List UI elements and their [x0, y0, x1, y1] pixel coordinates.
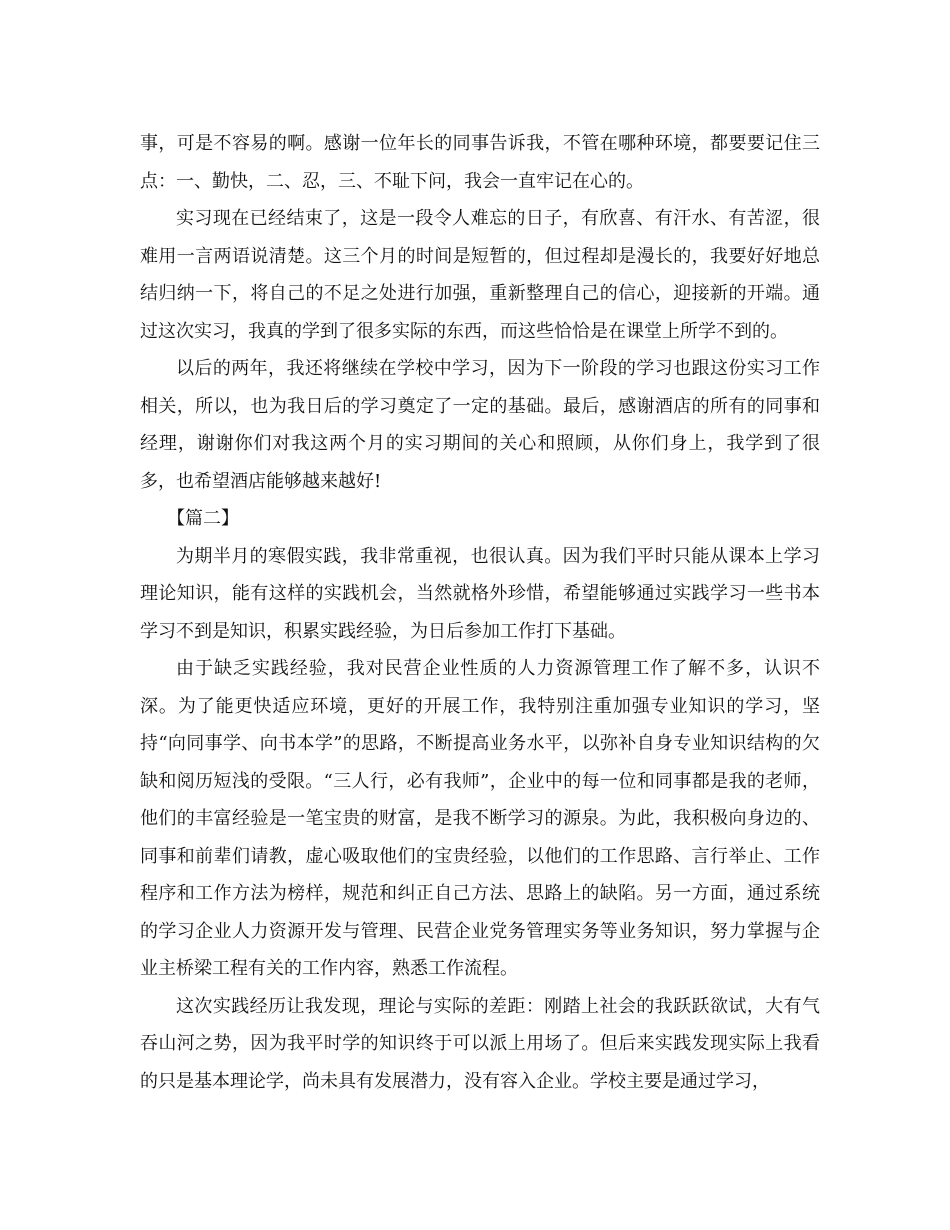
- document-body: [140, 125, 820, 1100]
- paragraph-4: 为期半月的寒假实践，我非常重视，也很认真。因为我们平时只能从课本上学习理论知识，能有这样的实践机会，当然就格外珍惜，希望能够通过实践学习一些书本学习不到是知识，积累实践经验，为日后参加工作打下基础。: [140, 545, 820, 642]
- paragraph-2: 实习现在已经结束了，这是一段令人难忘的日子，有欣喜、有汗水、有苦涩，很难用一言两语说清楚。这三个月的时间是短暂的，但过程却是漫长的，我要好好地总结归纳一下，将自己的不足之处进行加强，重新整理自己的信心，迎接新的开端。通过这次实习，我真的学到了很多实际的东西，而这些恰恰是在课堂上所学不到的。: [140, 208, 820, 342]
- paragraph-1: 事，可是不容易的啊。感谢一位年长的同事告诉我，不管在哪种环境，都要要记住三点：一、勤快，二、忍，三、不耻下问，我会一直牢记在心的。: [140, 133, 820, 192]
- paragraph-3: 以后的两年，我还将继续在学校中学习，因为下一阶段的学习也跟这份实习工作相关，所以，也为我日后的学习奠定了一定的基础。最后，感谢酒店的所有的同事和经理，谢谢你们对我这两个月的实习期间的关心和照顾，从你们身上，我学到了很多，也希望酒店能够越来越好!: [140, 358, 820, 492]
- section-heading: 【篇二】: [167, 508, 239, 529]
- paragraph-5: 由于缺乏实践经验，我对民营企业性质的人力资源管理工作了解不多，认识不深。为了能更快适应环境，更好的开展工作，我特别注重加强专业知识的学习，坚持“向同事学、向书本学”的思路，不断提高业务水平，以弥补自身专业知识结构的欠缺和阅历短浅的受限。“三人行，必有我师”，企业中的每一位和同事都是我的老师，他们的丰富经验是一笔宝贵的财富，是我不断学习的源泉。为此，我积极向身边的、同事和前辈们请教，虚心吸取他们的宝贵经验，以他们的工作思路、言行举止、工作程序和工作方法为榜样，规范和纠正自己方法、思路上的缺陷。另一方面，通过系统的学习企业人力资源开发与管理、民营企业党务管理实务等业务知识，努力掌握与企业主桥梁工程有关的工作内容，熟悉工作流程。: [140, 658, 820, 979]
- paragraph-6: 这次实践经历让我发现，理论与实际的差距：刚踏上社会的我跃跃欲试，大有气吞山河之势，因为我平时学的知识终于可以派上用场了。但后来实践发现实际上我看的只是基本理论学，尚未具有发展潜力，没有容入企业。学校主要是通过学习，: [140, 995, 820, 1092]
